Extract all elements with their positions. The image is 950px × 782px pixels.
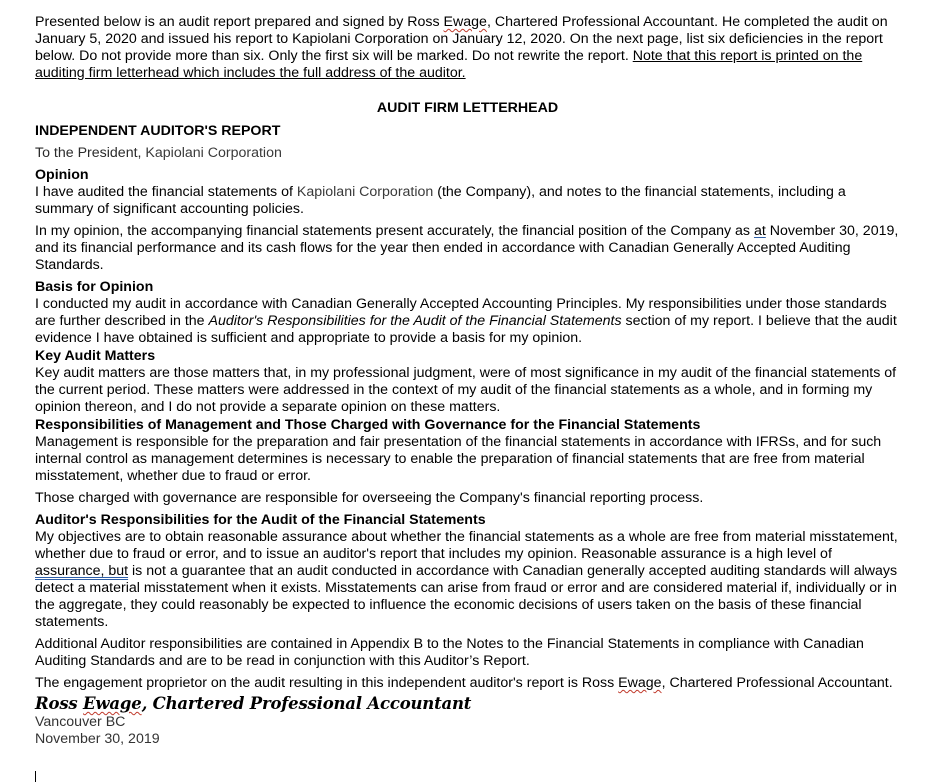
auditor-paragraph-1: [35, 529, 900, 631]
intro-text: Presented below is an audit report prepared and signed by Ross: [35, 14, 444, 30]
signature-suffix: , Chartered Professional Accountant: [141, 694, 472, 713]
auditor-text-end: is not a guarantee that an audit conducted in accordance with Canadian generally accepted auditing standards will always detect a material misstatement when it exists. Misstatements can arise from fraud or error and are considered material if, individually or in the aggregate, they could reasonably be expected to influence the economic decisions of users taken on the basis of these financial statements.: [35, 563, 898, 630]
signature-city: Vancouver BC: [35, 714, 126, 730]
letterhead-heading: AUDIT FIRM LETTERHEAD: [376, 100, 559, 116]
basis-paragraph: [35, 296, 900, 347]
opinion-text-2-end: November 30, 2019, and its financial performance and its cash flows for the year then ended in accordance with Canadian Generally Accepted Auditing Standards.: [35, 223, 899, 273]
addressee-company: Kapiolani Corporation: [145, 145, 282, 161]
opinion-paragraph-1: [35, 184, 900, 218]
kam-paragraph: Key audit matters are those matters that, in my professional judgment, were of most significance in my audit of the financial statements of the current period. These matters were addressed in the context of my audit of the financial statements as a whole, and in forming my opinion thereon, and I do not provide a separate opinion on these matters.: [35, 365, 897, 415]
opinion-text-end: (the Company), and notes to the financial statements, including a summary of significant accounting policies.: [35, 184, 846, 217]
grammar-marked-at: at: [753, 223, 766, 239]
spellcheck-name: Ewage: [443, 14, 487, 30]
opinion-heading: Opinion: [35, 167, 89, 183]
addressee-prefix: To the President,: [35, 145, 146, 161]
engagement-text-end: , Chartered Professional Accountant.: [661, 675, 893, 691]
opinion-company: Kapiolani Corporation: [296, 184, 434, 200]
management-paragraph-2: Those charged with governance are responsible for overseeing the Company's financial reporting process.: [35, 490, 704, 506]
signature-prefix: Ross: [35, 694, 84, 713]
opinion-text-2: In my opinion, the accompanying financial statements present accurately, the financial position of the Company as: [35, 223, 754, 239]
auditor-text: My objectives are to obtain reasonable assurance about whether the financial statements as a whole are free from material misstatement, whether due to fraud or error, and to issue an auditor's report that includes my opinion. Reasonable assurance is a high level of: [35, 529, 898, 562]
kam-heading: Key Audit Matters: [35, 348, 156, 364]
management-paragraph-1: Management is responsible for the preparation and fair presentation of the financial statements in accordance with IFRSs, and for such internal control as management determines is necessary to enable the preparation of financial statements that are free from material misstatement, whether due to fraud or error.: [35, 434, 882, 484]
document-page: [35, 14, 900, 748]
spellcheck-name-2: Ewage: [618, 675, 662, 691]
report-title: INDEPENDENT AUDITOR'S REPORT: [35, 123, 281, 139]
grammar-marked-phrase: assurance, but: [35, 563, 129, 579]
signature-date: November 30, 2019: [35, 731, 160, 747]
intro-underlined-note: Note that this report is printed on the auditing firm letterhead which includes the full address of the auditor.: [35, 48, 863, 81]
management-heading: Responsibilities of Management and Those Charged with Governance for the Financial Statements: [35, 417, 701, 433]
signature: [35, 694, 900, 714]
intro-text-middle: , Chartered Professional Accountant. He completed the audit on January 5, 2020 and issued his report to Kapiolani Corporation on January 12, 2020. On the next page, list six deficiencies in the report below. Do not provide more than six. Only the first six will be marked. Do not rewrite the report.: [35, 14, 888, 64]
basis-heading: Basis for Opinion: [35, 279, 154, 295]
signature-name: Ewage: [83, 694, 142, 713]
basis-italic-section-ref: Auditor's Responsibilities for the Audit of the Financial Statements: [208, 313, 622, 329]
auditor-heading: Auditor's Responsibilities for the Audit of the Financial Statements: [35, 512, 486, 528]
engagement-text: The engagement proprietor on the audit resulting in this independent auditor's report is Ross: [35, 675, 619, 691]
auditor-paragraph-3: [35, 675, 900, 692]
addressee-line: [35, 145, 900, 162]
opinion-text: I have audited the financial statements of: [35, 184, 297, 200]
auditor-paragraph-2: Additional Auditor responsibilities are contained in Appendix B to the Notes to the Financial Statements in compliance with Canadian Auditing Standards and are to be read in conjunction with this Auditor’s Report.: [35, 636, 864, 669]
intro-paragraph: [35, 14, 900, 82]
basis-text-end: section of my report. I believe that the audit evidence I have obtained is sufficient and appropriate to provide a basis for my opinion.: [35, 313, 897, 346]
text-cursor: [35, 771, 36, 782]
opinion-paragraph-2: [35, 223, 900, 274]
basis-text: I conducted my audit in accordance with Canadian Generally Accepted Accounting Principles. My responsibilities under those standards are further described in the: [35, 296, 887, 329]
